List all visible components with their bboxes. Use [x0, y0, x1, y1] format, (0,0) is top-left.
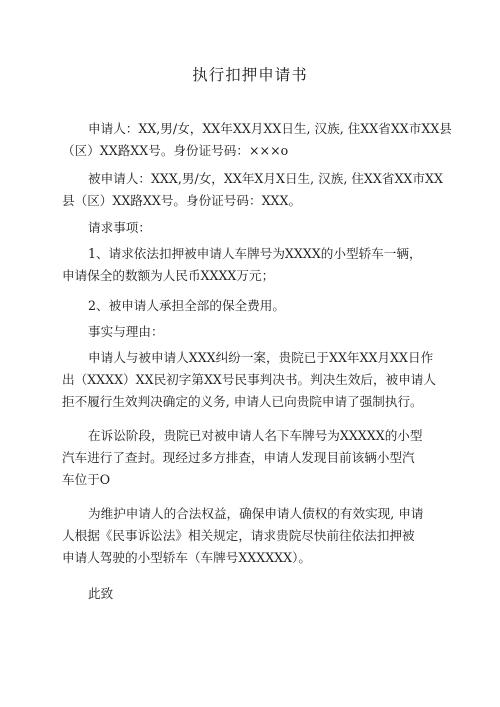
paragraph-line: 1、请求依法扣押被申请人车牌号为XXXX的小型轿车一辆， [88, 246, 422, 261]
paragraph-line: 2、被申请人承担全部的保全费用。 [88, 298, 285, 313]
respondent-paragraph [62, 168, 443, 212]
paragraph-line: 出（XXXX）XX民初字第XX号民事判决书。判决生效后，被申请人 [62, 372, 436, 387]
facts-paragraph-3 [62, 503, 438, 569]
paragraph-line: 被申请人：XXX,男/女，XX年X月X日生, 汉族, 住XX省XX市XX [88, 171, 443, 186]
request-item-1 [62, 243, 438, 287]
paragraph-line: 申请保全的数额为人民币XXXX万元； [62, 268, 275, 283]
section-heading: 事实与理由： [88, 324, 164, 339]
paragraph-line: 申请人与被申请人XXX纠纷一案，贵院已于XX年XX月XX日作 [88, 350, 434, 365]
paragraph-line: 县（区）XX路XX号。身份证号码：XXX。 [62, 193, 302, 208]
paragraph-line: 车位于O [62, 472, 111, 487]
requests-heading [62, 217, 438, 239]
paragraph-line: 汽车进行了查封。现经过多方排查，申请人发现目前该辆小型汽 [62, 450, 415, 465]
paragraph-line: （区）XX路XX号。身份证号码：×××o [62, 143, 289, 158]
paragraph-line: 为维护申请人的合法权益，确保申请人债权的有效实现, 申请 [88, 506, 424, 521]
document-title: 执行扣押申请书 [192, 66, 308, 84]
paragraph-line: 申请人：XX,男/女，XX年XX月XX日生, 汉族, 住XX省XX市XX县 [88, 121, 452, 136]
paragraph-line: 拒不履行生效判决确定的义务, 申请人已向贵院申请了强制执行。 [62, 394, 423, 409]
facts-heading [62, 321, 438, 343]
paragraph-line: 在诉讼阶段，贵院已对被申请人名下车牌号为XXXXX的小型 [88, 428, 423, 443]
facts-paragraph-2 [62, 425, 438, 491]
paragraph-line: 申请人驾驶的小型轿车（车牌号XXXXXX）。 [62, 550, 311, 565]
closing [62, 583, 438, 605]
facts-paragraph-1 [62, 347, 438, 413]
paragraph-line: 人根据《民事诉讼法》相关规定，请求贵院尽快前往依法扣押被 [62, 528, 415, 543]
applicant-paragraph [62, 118, 452, 162]
section-heading: 请求事项： [88, 220, 151, 235]
closing-text: 此致 [88, 586, 114, 601]
request-item-2 [62, 295, 438, 317]
